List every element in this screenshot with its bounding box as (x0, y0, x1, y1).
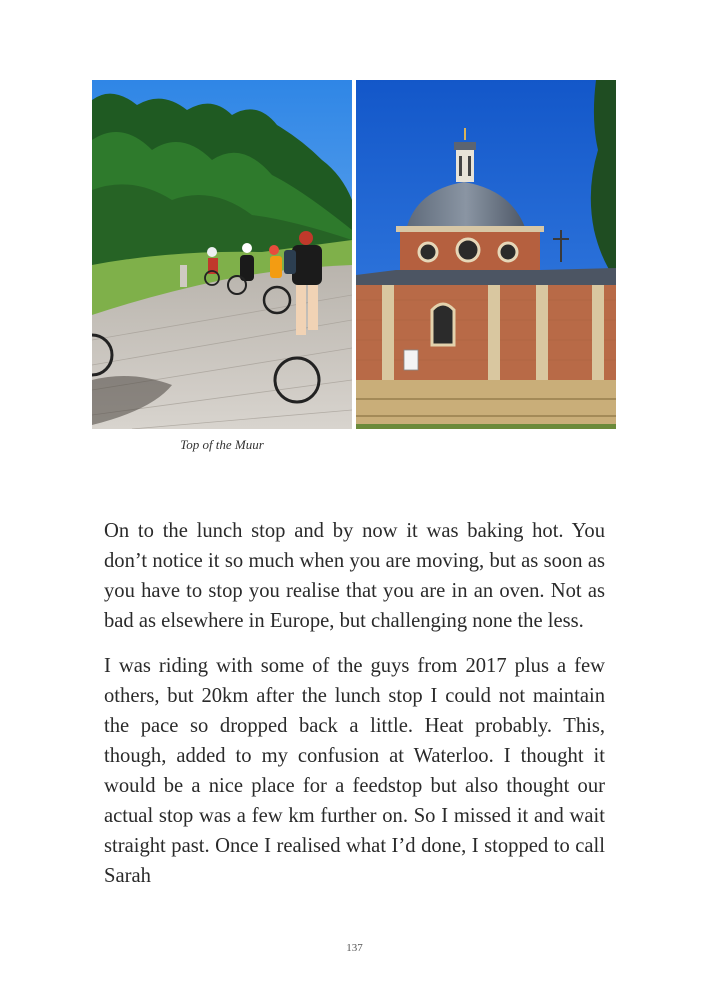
chapel-image (356, 80, 616, 429)
paragraph: On to the lunch stop and by now it was baking hot. You don’t notice it so much when you are moving, but as soon as you have to stop you realise that you are in an oven. Not as bad as elsewhere in Europe, but challenging none the less. (104, 520, 605, 632)
paragraph: I was riding with some of the guys from 2017 plus a few others, but 20km after the lunch stop I could not maintain the pace so dropped back a little. Heat probably. This, though, added to my confusion at Waterloo. I thought it would be a nice place for a feedstop but also thought our actual stop was a few km further on. So I missed it and wait straight past. Once I realised what I’d done, I stopped to call Sarah (104, 655, 605, 887)
chapel-photo (356, 80, 616, 429)
body-text (104, 516, 605, 906)
photo-caption: Top of the Muur (180, 437, 264, 452)
page-number: 137 (346, 942, 363, 954)
cyclists-image (92, 80, 352, 429)
cyclists-photo (92, 80, 352, 429)
